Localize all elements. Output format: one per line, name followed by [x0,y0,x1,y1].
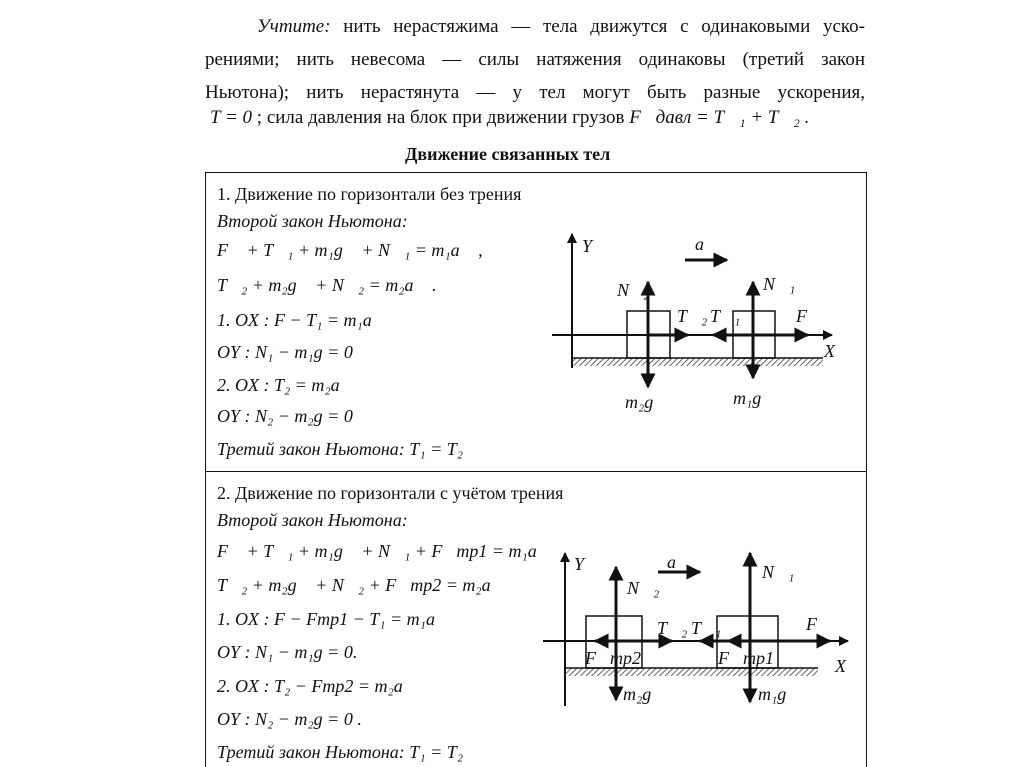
section-1-law3: Третий закон Ньютона: T₁ = T₂ [217,439,463,459]
label-m1g: m₁g⃗ [758,684,801,704]
section-heading: Движение связанных тел [405,144,611,164]
section-1-law2: Второй закон Ньютона: [217,211,408,231]
label-ftr2: F⃗тр2 [585,648,641,668]
t-zero: T = 0 [210,107,253,128]
label-t1: T⃗₁ [710,306,741,326]
ground-surface [572,358,823,366]
section-2-eq-1: F⃗ + T⃗₁ + m₁g⃗ + N⃗₁ + F⃗тр1 = m₁a⃗ [217,541,551,561]
section-2-eq-2: T⃗₂ + m₂g⃗ + N⃗₂ + F⃗тр2 = m₂a⃗ [217,575,505,595]
section-1-eq-6: OY : N₂ − m₂g = 0 [217,406,353,426]
intro-text-4: ; сила давления на блок при движении грузов [252,107,630,128]
section-1-eq-3: 1. OX : F − T₁ = m₁a [217,310,372,330]
label-x: X [835,656,846,676]
label-a: a⃗ [695,234,719,254]
label-x: X [824,341,835,361]
section-1-eq-4: OY : N₁ − m₁g = 0 [217,342,353,362]
section-2-eq-6: OY : N₂ − m₂g = 0 . [217,709,362,729]
ground-surface [565,668,818,676]
label-n2: N⃗₂ [627,578,660,598]
section-1-title: 1. Движение по горизонтали без трения [217,184,522,204]
label-m1g: m₁g⃗ [733,388,776,408]
pressure-formula: F⃗давл = T⃗₁ + T⃗₂ . [629,107,810,128]
section-2-eq-4: OY : N₁ − m₁g = 0. [217,642,358,662]
section-2-law2: Второй закон Ньютона: [217,510,408,530]
intro-line-3: Ньютона); нить нерастянута — у тел могут быть разные ускорения, [205,82,865,103]
label-f: F⃗ [796,306,821,326]
section-2-eq-5: 2. OX : T₂ − Fтр2 = m₂a [217,676,403,696]
section-1-eq-5: 2. OX : T₂ = m₂a [217,375,340,395]
intro-lead: Учтите: [257,16,331,37]
label-m2g: m₂g⃗ [623,684,666,704]
label-n1: N⃗₁ [763,274,796,294]
label-ftr1: F⃗тр1 [718,648,774,668]
label-n1: N⃗₁ [762,562,795,582]
label-m2g: m₂g⃗ [625,392,668,412]
section-2-law3: Третий закон Ньютона: T₁ = T₂ [217,742,463,762]
label-n2: N⃗₂ [617,280,650,300]
label-t2: T⃗₂ [657,618,688,638]
section-1-eq-2: T⃗₂ + m₂g⃗ + N⃗₂ = m₂a⃗ . [217,275,437,295]
intro-line-2: рениями; нить невесома — силы натяжения одинаковы (третий закон [205,49,865,70]
section-2-title: 2. Движение по горизонтали с учётом трения [217,483,564,503]
label-t2: T⃗₂ [677,306,708,326]
label-t1: T⃗₁ [691,618,722,638]
section-1-eq-1: F⃗ + T⃗₁ + m₁g⃗ + N⃗₁ = m₁a⃗ , [217,240,483,260]
label-a: a⃗ [667,552,691,572]
label-y: Y [574,554,585,574]
label-y: Y [582,236,593,256]
section-2-eq-3: 1. OX : F − Fтр1 − T₁ = m₁a [217,609,435,629]
intro-text-1: нить нерастяжима — тела движутся с одинаковыми уско- [330,16,865,37]
label-f: F⃗ [806,614,831,634]
